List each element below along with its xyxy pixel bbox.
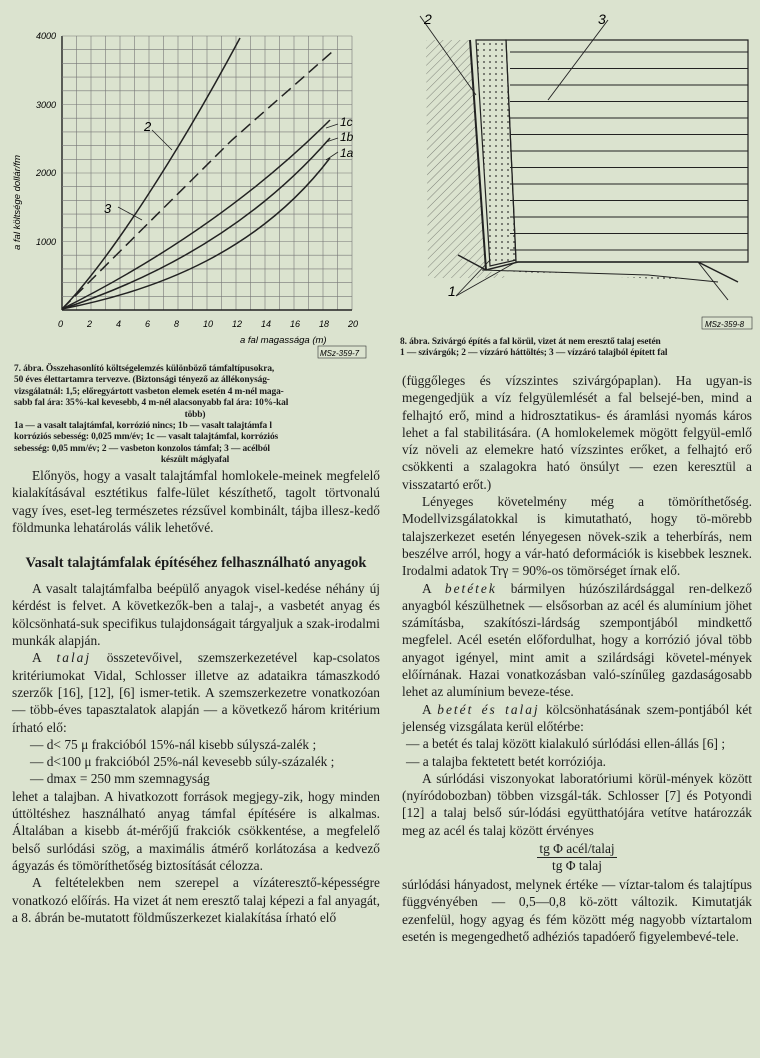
list-item: — d<100 μ frakcióból 25%-nál kevesebb súly-százalék ; xyxy=(30,754,335,770)
paragraph: Lényeges követelmény még a tömöríthetőség. Modellvizsgálatokkal is kimutatható, hogy tö-mörebb talajszerkezet esetén lényegesen növek-szik a teherbírás, nem beszélve arról, hogy a vár-ható deformációk is kisebbek lesznek. Irodalmi adatok Trγ = 90%-os tömörséget írnak elő. xyxy=(402,494,752,579)
caption-line: sebesség: 0,05 mm/év; 2 — vasbeton konzolos támfal; 3 — acélból xyxy=(14,443,270,454)
caption-line: 8. ábra. Szivárgó építés a fal körül, vizet át nem eresztő talaj esetén xyxy=(400,337,661,347)
paragraph-intro: Előnyös, hogy a vasalt talajtámfal homlokele-meinek megfelelő kialakításával esztétikus falfe-lület készíthető, tagolt törtvonalú vagy íves, eset-leg természetes rézsűvel kombinált, tájba illesz-kedő földmunka lehatárolás válik lehetővé. xyxy=(12,468,380,535)
curve-label-1a: 1a xyxy=(340,146,354,160)
xtick-label: 20 xyxy=(348,319,359,329)
ytick-4000: 4000 xyxy=(36,31,57,41)
curve-label-3: 3 xyxy=(104,201,112,216)
figure-7-chart xyxy=(0,0,388,362)
curve-1a xyxy=(62,158,330,309)
paragraph: A betét és talaj kölcsönhatásának szem-pontjából két jelenség vizsgálata kerül előtérbe: xyxy=(402,701,752,734)
fraction-denominator: tg Φ talaj xyxy=(552,858,602,874)
caption-line: 1a — a vasalt talajtámfal, korrózió nincs; 1b — vasalt talajtámfa l xyxy=(14,421,272,432)
fraction-numerator: tg Φ acél/talaj xyxy=(539,841,615,857)
fig8-label-2: 2 xyxy=(424,11,432,27)
curve-2 xyxy=(62,38,240,309)
paragraph: (függőleges és vízszintes szivárgópaplan). Ha ugyan-is megengedjük a víz felgyülemlését a fal belsejé-ben, mind a felhajtó erő, mind a hidrosztatikus- és áramlási nyomás káros lehet a fal stabilitására. (A homlokelemek mögött felgyül-emlő víz növeli az elemekre ható vízszintes erőket, a felhajtó erő csökkenti a szalagokra ható önsúlyt — ezen keresztül a visszatartó erőt.) xyxy=(402,373,752,492)
emphasis-betetek: betétek xyxy=(444,580,497,596)
paragraph: A vasalt talajtámfalba beépülő anyagok visel-kedése néhány új kérdést is felvet. A következők-ben a talaj-, a vasbetét anyag és kölcsönhatá-suk specifikus tulajdonságait tárgyaljuk a szak-irodalmi munkák alapján. xyxy=(12,581,380,649)
xtick-label: 14 xyxy=(261,319,272,329)
paragraph: lehet a talajban. A hivatkozott források megjegy-zik, hogy minden úttöltéshez használható anyag támfal építésére is alkalmas. Általában a kisebb át-mérőjű frakciók csökkentése, a megfelelő belső surlódási szög, a maximális átmérő korlátozása a kedvező ágyazás és tömöríthetőség biztosítását célozza. xyxy=(12,788,380,873)
curve-label-1c: 1c xyxy=(340,115,353,129)
caption-line: korróziós sebesség: 0,025 mm/év; 1c — vasalt talajtámfal, korróziós xyxy=(14,432,279,443)
ytick-2000: 2000 xyxy=(36,168,57,178)
figure-7-caption xyxy=(14,364,376,467)
xtick-label: 4 xyxy=(116,319,122,329)
xtick-label: 16 xyxy=(290,319,301,329)
curve-label-1b: 1b xyxy=(340,130,354,144)
xtick-label: 2 xyxy=(87,319,93,329)
figure-8-diagram xyxy=(398,0,756,362)
section-heading: Vasalt talajtámfalak építéséhez felhasználható anyagok xyxy=(25,555,367,572)
list-item: — dmax = 250 mm szemnagyság xyxy=(30,771,210,787)
xtick-label: 12 xyxy=(232,319,243,329)
paragraph: A betétek bármilyen húzószilárdsággal ren-delkező anyagból készülhetnek — elsősorban az acél és alumínium jöhet számításba, szakítószi-lárdság szempontjából mindkettő megfelel. Acél esetén előfordulhat, hogy a korrózió jóval több anyagot igényel, mint amit a szilárdsági követel-mények előírnának. Hazai vonatkozásban való-színűleg gazdaságosabb lehet az alumínium beveze-tése. xyxy=(402,580,752,700)
paragraph: súrlódási hányadost, melynek értéke — víztar-talom és talajtípus függvényében — 0,5—0,8 kö-zött változik. Kimutatják ezenfelül, hogy agyag és fém között még nagyobb víztartalom esetén is megengedhető adhéziós tapadóerő figyelembevé-tele. xyxy=(402,877,752,944)
caption-line: 1 — szivárgók; 2 — vízzáró háttöltés; 3 — vízzáró talajból épített fal xyxy=(400,348,668,359)
y-axis-label: a fal költsége dollár/fm xyxy=(12,154,23,250)
caption-line: több) xyxy=(184,409,206,420)
caption-line: vizsgálatnál: 1,5; előregyártott vasbeton elemek esetén 4 m-nél maga- xyxy=(14,386,284,397)
ytick-1000: 1000 xyxy=(36,237,57,247)
ytick-3000: 3000 xyxy=(36,100,57,110)
emphasis-talaj: talaj xyxy=(56,650,92,666)
list-item: — d< 75 μ frakcióból 15%-nál kisebb súlyszá-zalék ; xyxy=(30,736,317,752)
figure-7-stamp: MSz-359-7 xyxy=(320,349,360,358)
xtick-label: 18 xyxy=(319,319,330,329)
paragraph: A talaj összetevőivel, szemszerkezetével kap-csolatos kritériumokat Vidal, Schlosser illetve az adataikra támaszkodó szerzők [16], [12], [6] ismer-tetik. A szemszerkezetre vonatkozóan — több-éves tapasztalatok alapján — a következő három kritérium írható elő: xyxy=(12,650,380,735)
caption-line: készült máglyafal xyxy=(160,455,230,466)
curve-1b xyxy=(62,138,330,309)
list-item: — a talajba fektetett betét korróziója. xyxy=(406,753,607,769)
x-axis-label: a fal magassága (m) xyxy=(240,335,327,346)
figure-8-stamp: MSz-359-8 xyxy=(705,320,745,329)
caption-line: 50 éves élettartamra tervezve. (Biztonsági tényező az állékonyság- xyxy=(14,375,270,386)
left-text xyxy=(12,467,380,926)
xtick-label: 10 xyxy=(203,319,214,329)
right-text xyxy=(402,372,752,945)
curve-label-2: 2 xyxy=(144,119,152,134)
friction-ratio-formula xyxy=(402,841,752,874)
paragraph: A feltételekben nem szerepel a vízáteresztő-képességre vonatkozó előírás. Ha vizet át nem eresztő talaj képezi a fal anyagát, a 8. ábrán be-mutatott földműszerkezet kialakítása írható elő xyxy=(12,875,380,925)
xtick-label: 0 xyxy=(58,319,64,329)
xtick-label: 6 xyxy=(145,319,151,329)
xtick-label: 8 xyxy=(174,319,180,329)
fig8-label-3: 3 xyxy=(598,11,606,27)
emphasis-betet-talaj: betét és talaj xyxy=(437,701,540,717)
caption-line: 7. ábra. Összehasonlító költségelemzés különböző támfaltípusokra, xyxy=(14,364,275,374)
paragraph: A súrlódási viszonyokat laboratóriumi körül-mények között (nyíródobozban) többen vizsgál-ták. Schlosser [7] és Potyondi [12] a talaj belső súr-lódási együtthatójára vetítve határozzák meg az acél és talaj között érvényes xyxy=(402,770,752,838)
fig8-label-1: 1 xyxy=(448,283,456,299)
figure-8-caption xyxy=(400,337,754,360)
curve-1c xyxy=(62,120,330,309)
caption-line: sabb fal ára: 35%-kal kevesebb, 4 m-nél alacsonyabb fal ára: 10%-kal xyxy=(14,398,289,409)
list-item: — a betét és talaj között kialakuló súrlódási ellen-állás [6] ; xyxy=(406,736,726,752)
